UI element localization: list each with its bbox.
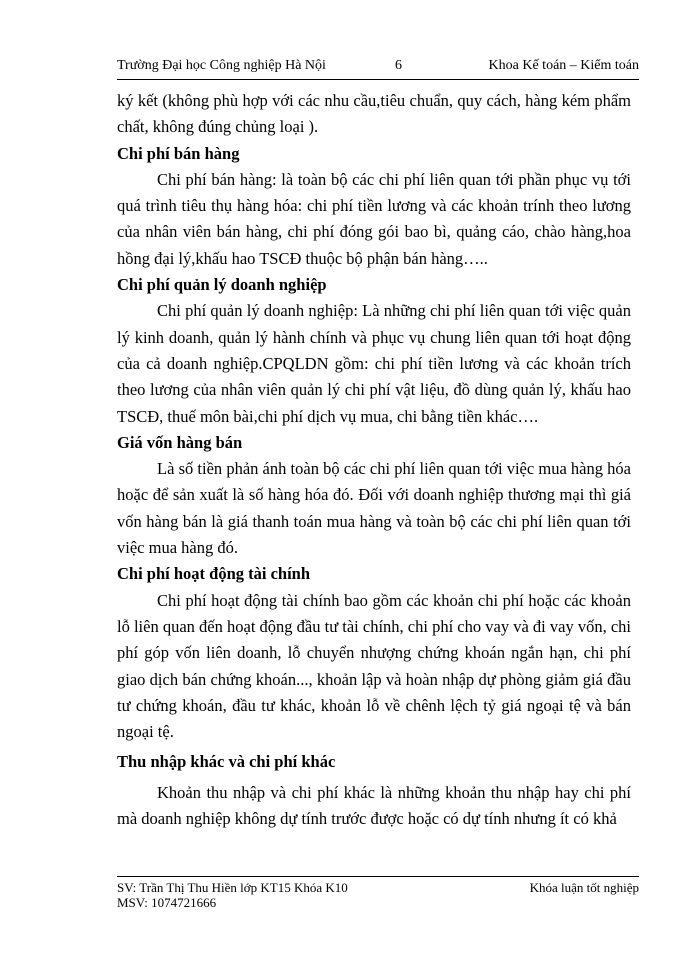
paragraph-cost-of-goods-sold: Là số tiền phản ánh toàn bộ các chi phí liên quan tới việc mua hàng hóa hoặc để sản xuất là số hàng hóa đó. Đối với doanh nghiệp thương mại thì giá vốn hàng bán là giá thanh toán mua hàng và toàn bộ các chi phí liên quan tới việc mua hàng đó. [117, 459, 631, 558]
heading-other-income: Thu nhập khác và chi phí khác [117, 752, 336, 772]
document-body [117, 88, 631, 832]
footer-rule [117, 876, 639, 877]
paragraph-continuation: ký kết (không phù hợp với các nhu cầu,tiêu chuẩn, quy cách, hàng kém phẩm chất, không đúng chủng loại ). [117, 91, 631, 137]
header-department: Khoa Kế toán – Kiểm toán [488, 58, 639, 73]
heading-financial-expenses: Chi phí hoạt động tài chính [117, 564, 311, 584]
paragraph-financial-expenses: Chi phí hoạt động tài chính bao gồm các khoản chi phí hoặc các khoản lỗ liên quan đến hoạt động đầu tư tài chính, chi phí cho vay và đi vay vốn, chi phí góp vốn liên doanh, lỗ chuyển nhượng chứng khoán ngắn hạn, chi phí giao dịch bán chứng khoán..., khoản lập và hoàn nhập dự phòng giảm giá đầu tư chứng khoán, đầu tư khác, khoản lỗ về chênh lệch tỷ giá ngoại tệ và bán ngoại tệ. [117, 590, 631, 742]
header-page-number: 6 [395, 58, 402, 73]
footer-student-id: MSV: 1074721666 [117, 895, 217, 910]
footer-student: SV: Trần Thị Thu Hiền lớp KT15 Khóa K10 [117, 880, 348, 895]
paragraph-other-income: Khoản thu nhập và chi phí khác là những khoản thu nhập hay chi phí mà doanh nghiệp không dự tính trước được hoặc có dự tính nhưng ít có khả [117, 782, 631, 829]
paragraph-selling-expenses: Chi phí bán hàng: là toàn bộ các chi phí liên quan tới phần phục vụ tới quá trình tiêu thụ hàng hóa: chi phí tiền lương và các khoản trính theo lương của nhân viên bán hàng, chi phí đóng gói bao bì, quảng cáo, chào hàng,hoa hồng đại lý,khấu hao TSCĐ thuộc bộ phận bán hàng….. [117, 169, 631, 268]
paragraph-admin-expenses: Chi phí quản lý doanh nghiệp: Là những chi phí liên quan tới việc quản lý kinh doanh, quản lý hành chính và phục vụ chung liên quan tới hoạt động của cả doanh nghiệp.CPQLDN gồm: chi phí tiền lương và các khoản trích theo lương của nhân viên quản lý chi phí vật liệu, đồ dùng quản lý, khấu hao TSCĐ, thuế môn bài,chi phí dịch vụ mua, chi bằng tiền khác…. [117, 301, 631, 426]
page-header [117, 58, 639, 78]
heading-admin-expenses: Chi phí quản lý doanh nghiệp [117, 275, 327, 295]
heading-selling-expenses: Chi phí bán hàng [117, 143, 240, 163]
heading-cost-of-goods-sold: Giá vốn hàng bán [117, 432, 243, 452]
footer-thesis: Khóa luận tốt nghiệp [529, 880, 639, 895]
header-school: Trường Đại học Công nghiệp Hà Nội [117, 58, 326, 73]
header-rule [117, 79, 639, 80]
